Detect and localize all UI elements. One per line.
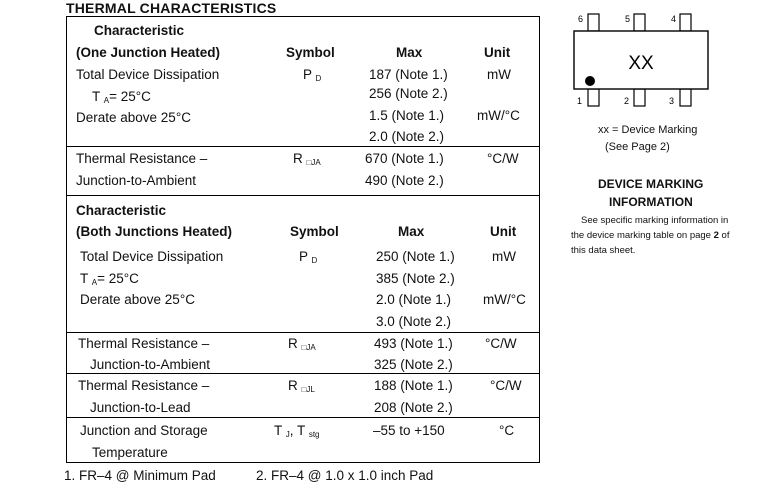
device-marking-text-2-post: of xyxy=(718,230,730,241)
pin-5-lead xyxy=(634,14,645,31)
pd-max-note2: 256 (Note 2.) xyxy=(369,86,448,101)
rja-unit: °C/W xyxy=(485,336,517,351)
footnote-1: 1. FR–4 @ Minimum Pad xyxy=(64,468,216,483)
pd2-label: Total Device Dissipation xyxy=(80,249,224,264)
package-marking: XX xyxy=(628,53,654,74)
pd2-max-note1: 250 (Note 1.) xyxy=(376,249,455,264)
header2-characteristic-sub: (Both Junctions Heated) xyxy=(76,224,233,239)
tj-symbol-main: T xyxy=(274,423,283,438)
ta2-symbol: T xyxy=(80,271,89,286)
rth-max-note2: 490 (Note 2.) xyxy=(365,173,444,188)
header2-unit: Unit xyxy=(490,224,517,239)
header2-characteristic: Characteristic xyxy=(76,203,167,218)
pd-symbol-sub: D xyxy=(315,74,322,83)
pd-max-note1: 187 (Note 1.) xyxy=(369,67,448,82)
derate-unit: mW/°C xyxy=(477,108,520,123)
device-marking-text-3: this data sheet. xyxy=(571,245,636,256)
device-marking-text-2 xyxy=(571,230,729,241)
marking-see-page: (See Page 2) xyxy=(605,141,670,153)
rth-label: Thermal Resistance – xyxy=(76,151,208,166)
pin-2-number: 2 xyxy=(624,96,630,106)
device-marking-text-1: See specific marking information in xyxy=(581,215,729,226)
header-characteristic-sub: (One Junction Heated) xyxy=(76,45,221,60)
header-unit: Unit xyxy=(484,45,511,60)
ta-symbol: T xyxy=(92,89,101,104)
row-divider xyxy=(67,373,539,374)
thermal-table xyxy=(66,16,540,463)
pin-3-lead xyxy=(680,89,691,106)
row-divider xyxy=(67,332,539,333)
rth-symbol-main: R xyxy=(293,151,303,166)
header-symbol: Symbol xyxy=(286,45,335,60)
row-divider xyxy=(67,417,539,418)
tj-max: –55 to +150 xyxy=(373,423,445,438)
pin-1-lead xyxy=(588,89,599,106)
tj-label-2: Temperature xyxy=(92,445,168,460)
rjl-max-note2: 208 (Note 2.) xyxy=(374,400,453,415)
rjl-label-2: Junction-to-Lead xyxy=(90,400,191,415)
header2-max: Max xyxy=(398,224,425,239)
pd2-symbol-main: P xyxy=(299,249,308,264)
pin-4-lead xyxy=(680,14,691,31)
rth-label-2: Junction-to-Ambient xyxy=(76,173,197,188)
rjl-symbol-sub: □JL xyxy=(301,385,315,394)
derate-label: Derate above 25°C xyxy=(76,110,191,125)
ta2-rest: = 25°C xyxy=(97,271,139,286)
rjl-label: Thermal Resistance – xyxy=(78,378,210,393)
tj-unit: °C xyxy=(499,423,515,438)
rjl-unit: °C/W xyxy=(490,378,522,393)
pin-1-number: 1 xyxy=(577,96,583,106)
header-max: Max xyxy=(396,45,423,60)
device-marking-page-ref: 2 xyxy=(713,230,719,241)
marking-legend: xx = Device Marking xyxy=(598,124,698,136)
pd-label: Total Device Dissipation xyxy=(76,67,220,82)
rja-label: Thermal Resistance – xyxy=(78,336,210,351)
rjl-symbol xyxy=(288,378,315,396)
header2-symbol: Symbol xyxy=(290,224,339,239)
derate2-label: Derate above 25°C xyxy=(80,292,195,307)
row-divider xyxy=(67,146,539,147)
rja-symbol xyxy=(288,336,316,354)
derate2-max-note2: 3.0 (Note 2.) xyxy=(376,314,452,329)
section-title: THERMAL CHARACTERISTICS xyxy=(66,0,277,16)
pin-6-lead xyxy=(588,14,599,31)
tstg-symbol-sub: stg xyxy=(308,430,320,439)
rja-label-2: Junction-to-Ambient xyxy=(90,357,211,372)
pin-4-number: 4 xyxy=(671,14,677,24)
derate-max-note2: 2.0 (Note 2.) xyxy=(369,129,445,144)
rth-max-note1: 670 (Note 1.) xyxy=(365,151,444,166)
tj-symbol xyxy=(274,423,319,441)
rja-symbol-main: R xyxy=(288,336,298,351)
rjl-max-note1: 188 (Note 1.) xyxy=(374,378,453,393)
rth-symbol xyxy=(293,151,321,169)
pd-symbol xyxy=(303,67,321,85)
pd-symbol-main: P xyxy=(303,67,312,82)
device-marking-heading: DEVICE MARKING xyxy=(598,177,704,191)
rjl-symbol-main: R xyxy=(288,378,298,393)
pin-5-number: 5 xyxy=(625,14,631,24)
ta2-sub: A xyxy=(91,278,98,287)
device-marking-heading-2: INFORMATION xyxy=(609,195,693,209)
device-marking-text-2-pre: the device marking table on page xyxy=(571,230,714,241)
ta-label xyxy=(92,89,151,107)
section-divider xyxy=(67,195,539,196)
pd-unit: mW xyxy=(487,67,511,82)
tj-label: Junction and Storage xyxy=(80,423,208,438)
pd2-symbol-sub: D xyxy=(311,256,318,265)
derate-max-note1: 1.5 (Note 1.) xyxy=(369,108,445,123)
pin-2-lead xyxy=(634,89,645,106)
rja-max-note1: 493 (Note 1.) xyxy=(374,336,453,351)
ta2-label xyxy=(80,271,139,289)
rja-symbol-sub: □JA xyxy=(301,343,316,352)
pd2-symbol xyxy=(299,249,317,267)
ta-rest: = 25°C xyxy=(109,89,151,104)
pin1-dot xyxy=(585,76,595,86)
derate2-max-note1: 2.0 (Note 1.) xyxy=(376,292,452,307)
pd2-max-note2: 385 (Note 2.) xyxy=(376,271,455,286)
tstg-symbol-main: , T xyxy=(289,423,306,438)
pin-3-number: 3 xyxy=(669,96,675,106)
rth-unit: °C/W xyxy=(487,151,519,166)
ta-sub: A xyxy=(103,96,110,105)
pin-6-number: 6 xyxy=(578,14,584,24)
footnote-2: 2. FR–4 @ 1.0 x 1.0 inch Pad xyxy=(256,468,434,483)
rth-symbol-sub: □JA xyxy=(306,158,321,167)
pd2-unit: mW xyxy=(492,249,516,264)
package-diagram xyxy=(572,10,722,110)
derate2-unit: mW/°C xyxy=(483,292,526,307)
tj-symbol-sub: J xyxy=(285,430,290,439)
header-characteristic: Characteristic xyxy=(94,23,185,38)
rja-max-note2: 325 (Note 2.) xyxy=(374,357,453,372)
